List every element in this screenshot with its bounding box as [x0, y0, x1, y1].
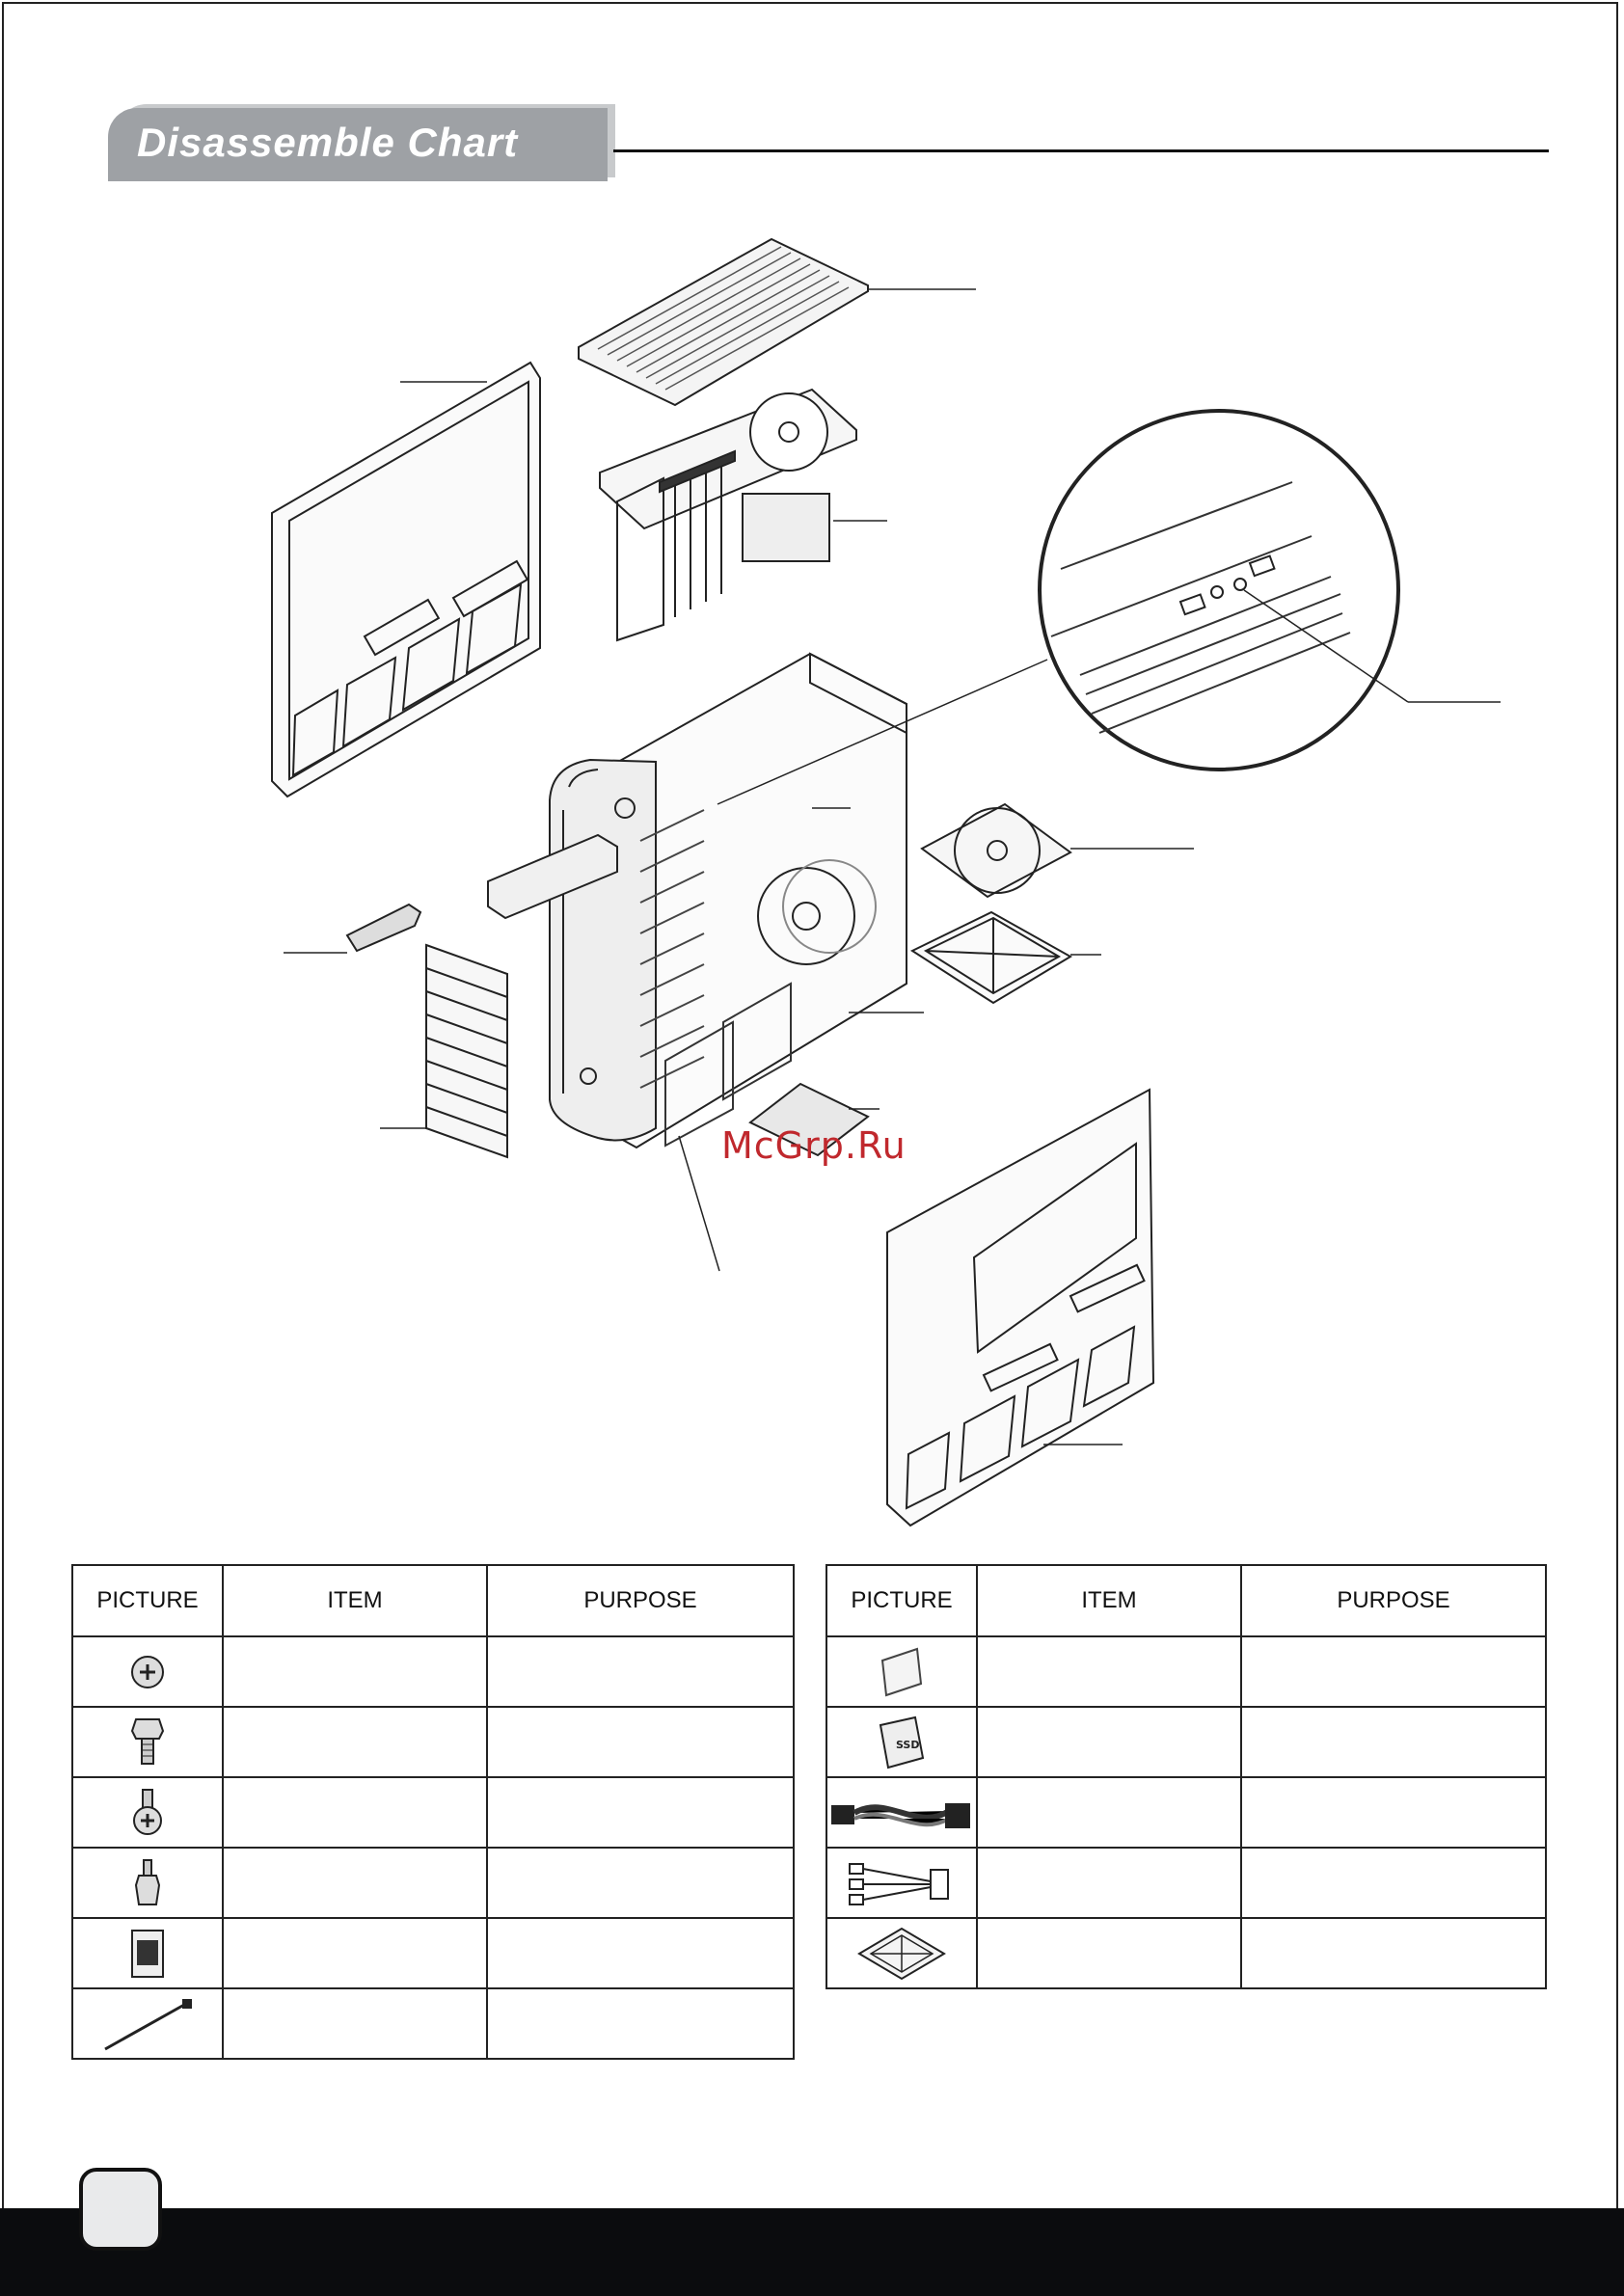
- purpose-cell: [487, 1777, 794, 1848]
- header-item: ITEM: [223, 1565, 487, 1636]
- picture-cell: [826, 1636, 977, 1707]
- picture-cell: [826, 1848, 977, 1918]
- table-row: [72, 1988, 794, 2059]
- page-title: Disassemble Chart: [137, 120, 519, 165]
- footer-bar: [0, 2208, 1624, 2296]
- header-purpose: PURPOSE: [487, 1565, 794, 1636]
- parts-table-right: [826, 1564, 1547, 1989]
- purpose-cell: [487, 1918, 794, 1988]
- sata-power-splitter-icon: [844, 1854, 960, 1912]
- item-cell: [223, 1918, 487, 1988]
- fan-and-filter: [912, 804, 1194, 1003]
- picture-cell: [72, 1636, 223, 1707]
- drive-bay-cover-icon: [126, 1927, 169, 1981]
- purpose-cell: [1241, 1777, 1546, 1848]
- purpose-cell: [487, 1707, 794, 1777]
- drive-bay-stack: [284, 905, 507, 1157]
- item-cell: [223, 1777, 487, 1848]
- motherboard-tray: [600, 390, 887, 640]
- picture-cell: [72, 1848, 223, 1918]
- purpose-cell: [1241, 1636, 1546, 1707]
- picture-cell: [826, 1707, 977, 1777]
- item-cell: [223, 1988, 487, 2059]
- item-cell: [977, 1636, 1241, 1707]
- picture-cell: [826, 1777, 977, 1848]
- hard-drive: [679, 1084, 880, 1271]
- main-chassis: [488, 654, 924, 1148]
- header-picture: PICTURE: [72, 1565, 223, 1636]
- table-row: [826, 1707, 1546, 1777]
- table-row: [826, 1918, 1546, 1988]
- purpose-cell: [487, 1848, 794, 1918]
- purpose-cell: [1241, 1918, 1546, 1988]
- table-row: [72, 1636, 794, 1707]
- header-item: ITEM: [977, 1565, 1241, 1636]
- fan-filter-icon: [853, 1923, 950, 1985]
- picture-cell: [826, 1918, 977, 1988]
- table-header-row: [826, 1565, 1546, 1636]
- top-cover-panel: [579, 239, 976, 405]
- item-cell: [977, 1918, 1241, 1988]
- item-cell: [223, 1636, 487, 1707]
- round-head-screw-icon: [128, 1653, 167, 1691]
- page-number-tab: [79, 2168, 162, 2251]
- picture-cell: [72, 1918, 223, 1988]
- ssd-bracket-icon: [873, 1714, 931, 1771]
- cable-tie-icon: [99, 1995, 196, 2053]
- table-row: [72, 1918, 794, 1988]
- left-side-panel: [272, 363, 540, 797]
- purpose-cell: [487, 1636, 794, 1707]
- standoff-icon: [128, 1856, 167, 1910]
- hex-screw-icon: [128, 1715, 167, 1769]
- thermal-pad-icon: [873, 1643, 931, 1701]
- table-row: [826, 1636, 1546, 1707]
- right-side-panel: [887, 1090, 1153, 1526]
- table-row: [72, 1848, 794, 1918]
- svg-text:SSD: SSD: [896, 1738, 920, 1751]
- purpose-cell: [1241, 1707, 1546, 1777]
- item-cell: [223, 1707, 487, 1777]
- item-cell: [977, 1848, 1241, 1918]
- header-picture: PICTURE: [826, 1565, 977, 1636]
- purpose-cell: [487, 1988, 794, 2059]
- picture-cell: [72, 1707, 223, 1777]
- power-cable-icon: [829, 1784, 974, 1842]
- thumb-screw-icon: [128, 1786, 167, 1840]
- parts-table-left: [71, 1564, 795, 2060]
- picture-cell: [72, 1988, 223, 2059]
- header-purpose: PURPOSE: [1241, 1565, 1546, 1636]
- purpose-cell: [1241, 1848, 1546, 1918]
- watermark: McGrp.Ru: [721, 1124, 907, 1167]
- table-header-row: [72, 1565, 794, 1636]
- picture-cell: [72, 1777, 223, 1848]
- item-cell: [223, 1848, 487, 1918]
- table-row: [72, 1707, 794, 1777]
- table-row: [826, 1777, 1546, 1848]
- item-cell: [977, 1707, 1241, 1777]
- table-row: [826, 1848, 1546, 1918]
- item-cell: [977, 1777, 1241, 1848]
- table-row: [72, 1777, 794, 1848]
